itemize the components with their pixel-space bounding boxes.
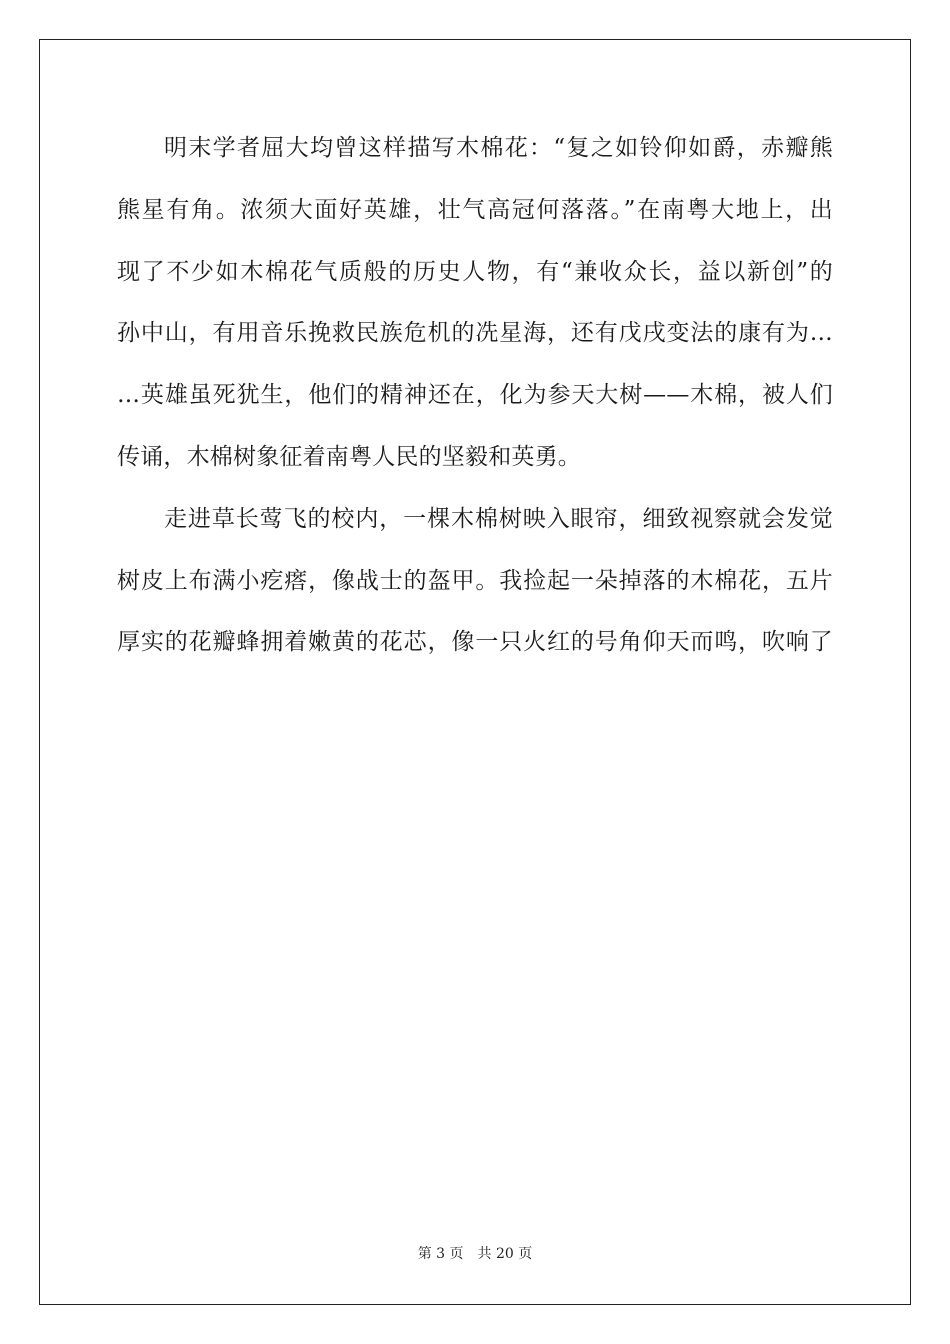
paragraph-line: …英雄虽死犹生，他们的精神还在，化为参天大树——木棉，被人们: [117, 382, 833, 409]
paragraph-line: 孙中山，有用音乐挽救民族危机的冼星海，还有戊戌变法的康有为…: [117, 320, 833, 347]
paragraph-line: 走进草长莺飞的校内，一棵木棉树映入眼帘，细致视察就会发觉: [164, 505, 833, 532]
paragraph-line: 树皮上布满小疙瘩，像战士的盔甲。我捡起一朵掉落的木棉花，五片: [117, 567, 833, 594]
page-number: 第 3 页: [417, 1246, 464, 1262]
page-total: 共 20 页: [477, 1246, 533, 1262]
paragraph-line: 传诵，木棉树象征着南粤人民的坚毅和英勇。: [117, 443, 581, 470]
paragraph-line: 明末学者屈大均曾这样描写木棉花：“复之如铃仰如爵，赤瓣熊: [164, 135, 833, 161]
document-body: [117, 118, 833, 674]
paragraph-line: 厚实的花瓣蜂拥着嫩黄的花芯，像一只火红的号角仰天而鸣，吹响了: [117, 629, 833, 656]
page-footer: [0, 1243, 950, 1263]
paragraph-line: 现了不少如木棉花气质般的历史人物，有“兼收众长，益以新创”的: [117, 258, 833, 285]
paragraph-line: 熊星有角。浓须大面好英雄，壮气高冠何落落。”在南粤大地上，出: [117, 196, 833, 223]
